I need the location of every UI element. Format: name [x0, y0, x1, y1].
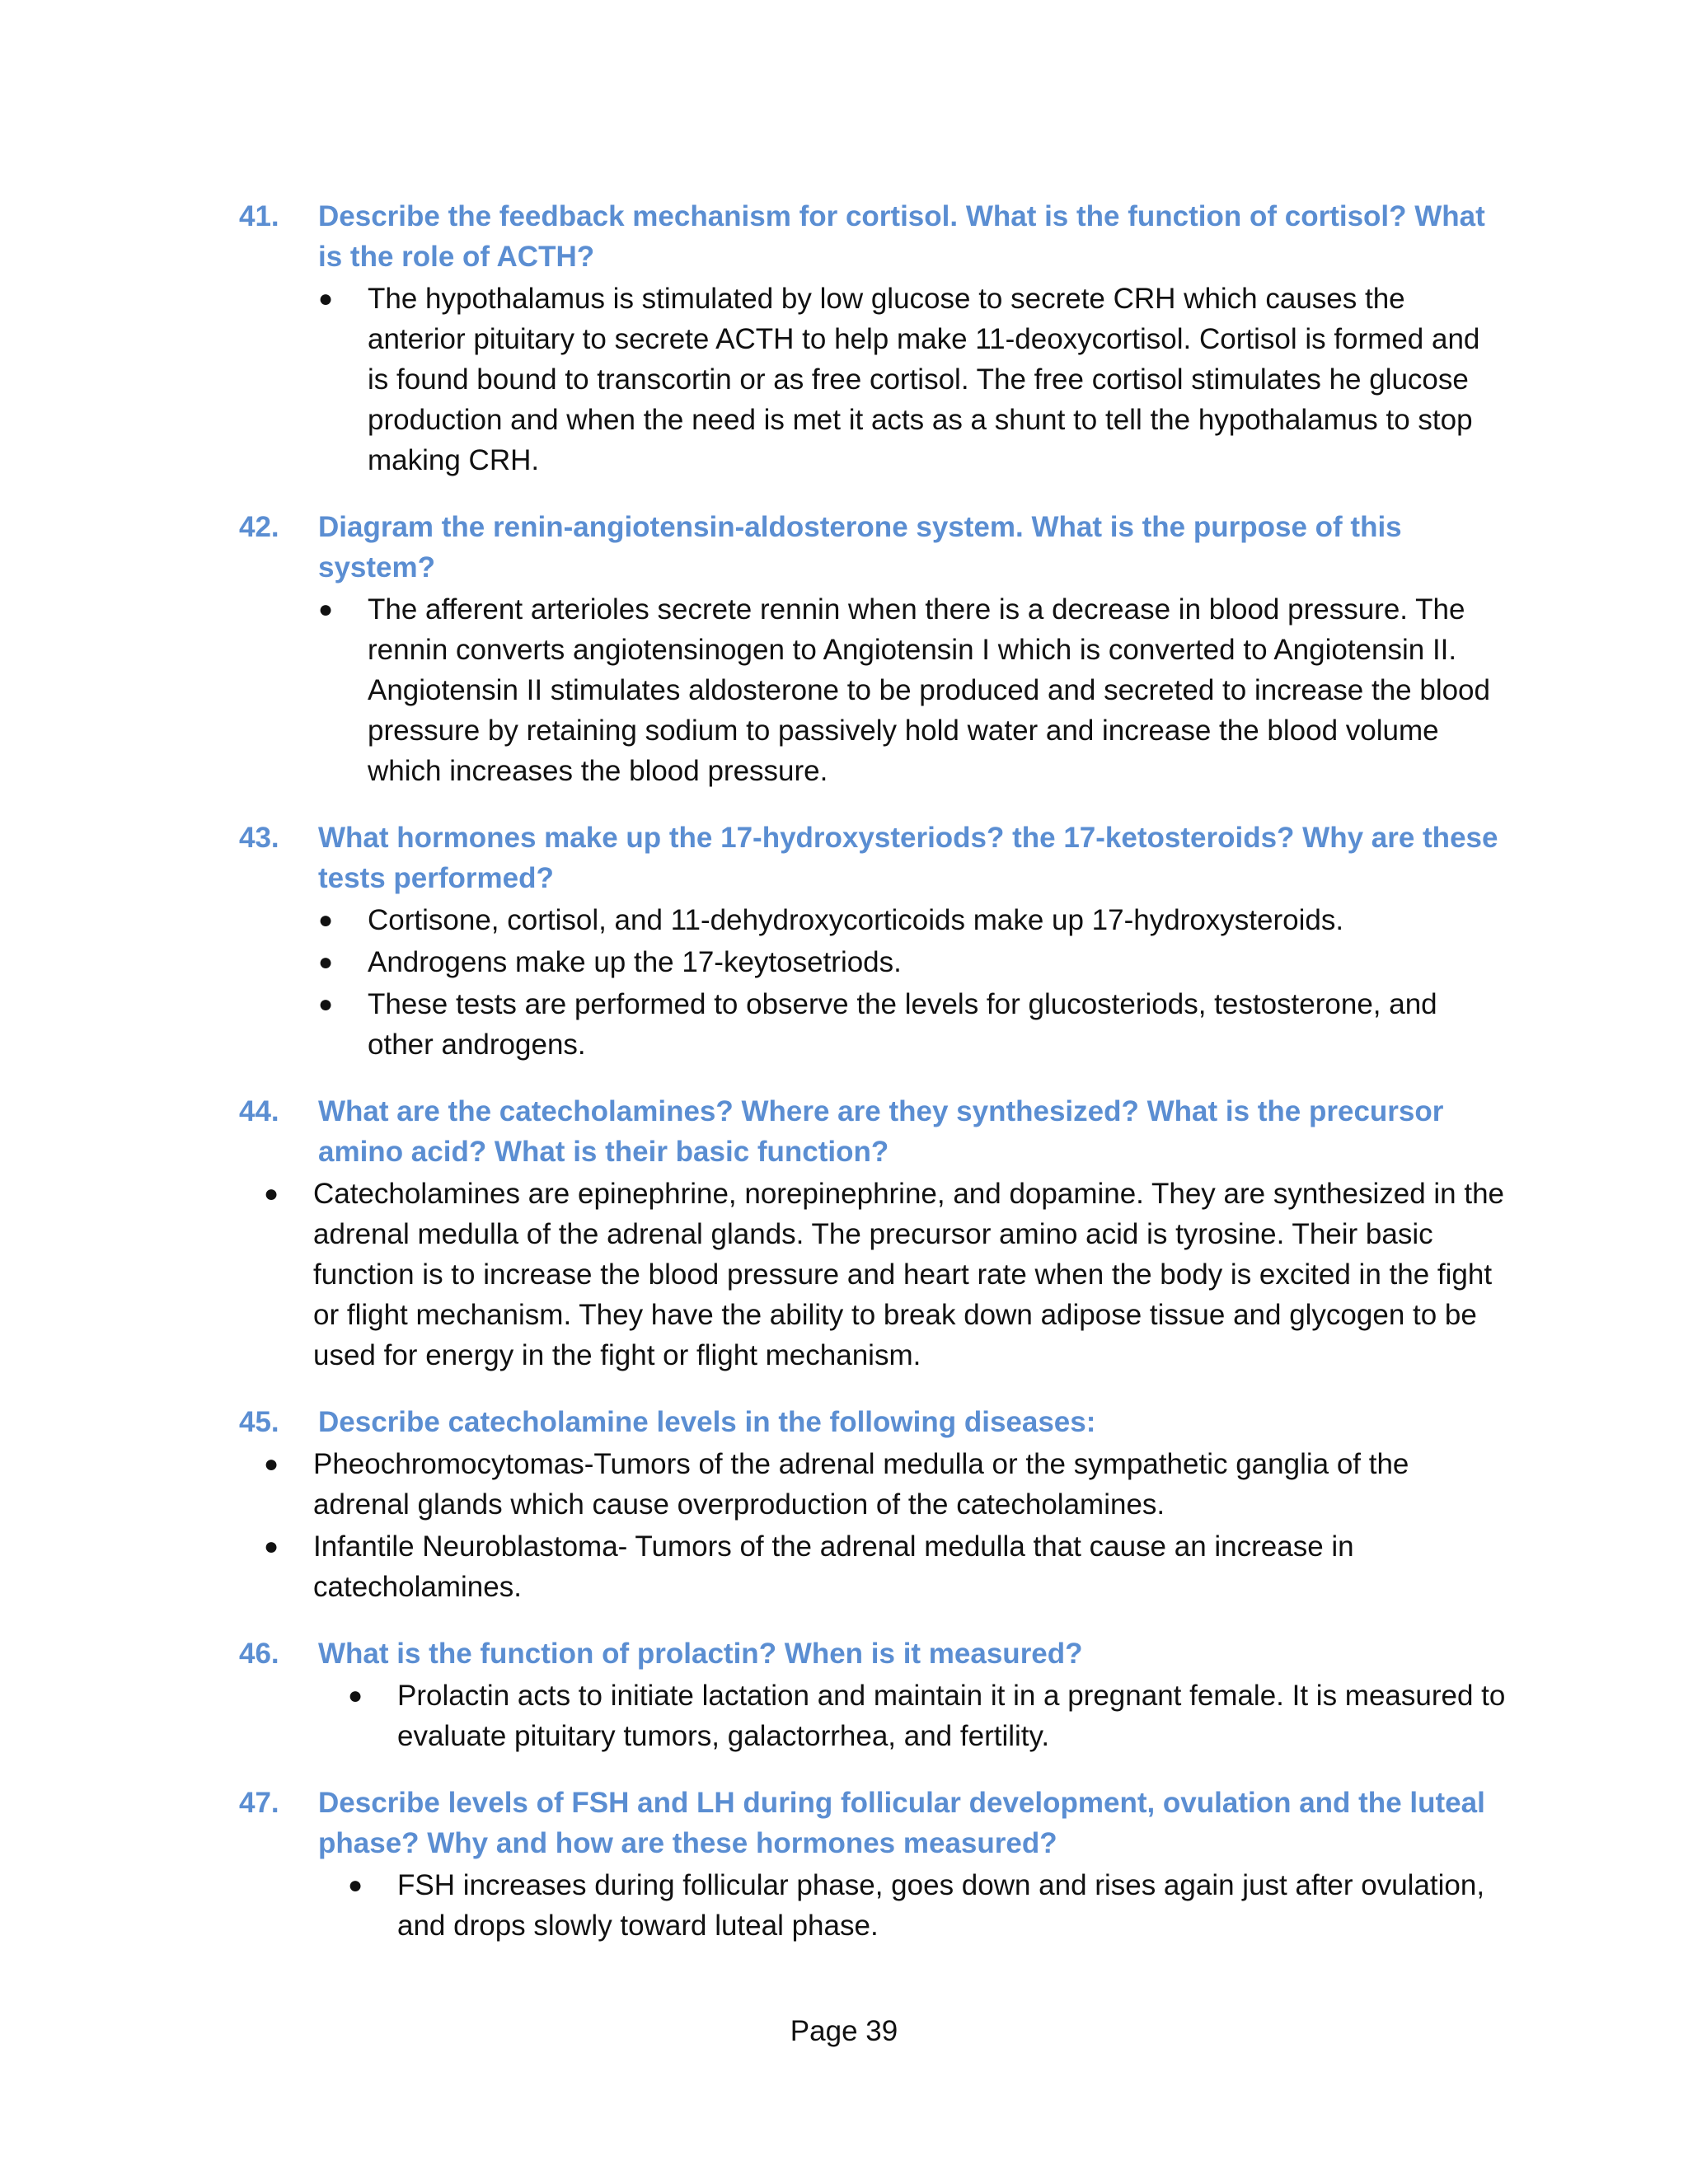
question-43 — [239, 818, 1508, 1065]
question-text: Describe catecholamine levels in the following diseases: — [318, 1406, 1096, 1438]
bullet-icon: ● — [264, 1180, 279, 1207]
answer-item — [239, 900, 1508, 940]
question-heading — [239, 1633, 1508, 1674]
bullet-icon: ● — [318, 285, 334, 312]
bullet-icon: ● — [348, 1682, 363, 1709]
answer-list — [239, 1675, 1508, 1756]
answer-item — [239, 1675, 1508, 1756]
answer-item — [239, 1444, 1508, 1525]
question-heading — [239, 1402, 1508, 1442]
question-41 — [239, 196, 1508, 480]
answer-item — [239, 279, 1508, 480]
bullet-icon: ● — [318, 907, 334, 934]
question-45 — [239, 1402, 1508, 1607]
question-text: What hormones make up the 17-hydroxysteriods? the 17-ketosteroids? Why are these tests performed? — [318, 822, 1498, 894]
answer-text: Androgens make up the 17-keytosetriods. — [368, 946, 902, 978]
answer-item — [239, 589, 1508, 791]
question-46 — [239, 1633, 1508, 1756]
question-number: 47. — [239, 1787, 279, 1819]
bullet-icon: ● — [264, 1533, 279, 1560]
question-heading — [239, 1091, 1508, 1172]
question-number: 45. — [239, 1406, 279, 1438]
answer-text: Pheochromocytomas-Tumors of the adrenal medulla or the sympathetic ganglia of the adrenal glands which cause overproduction of the catecholamines. — [313, 1448, 1409, 1521]
answer-list — [239, 279, 1508, 480]
bullet-icon: ● — [318, 949, 334, 976]
bullet-icon: ● — [318, 596, 334, 623]
question-42 — [239, 507, 1508, 791]
question-text: Describe levels of FSH and LH during follicular development, ovulation and the luteal phase? Why and how are these hormones measured? — [318, 1787, 1485, 1859]
answer-text: Prolactin acts to initiate lactation and maintain it in a pregnant female. It is measured to evaluate pituitary tumors, galactorrhea, and fertility. — [397, 1680, 1506, 1752]
question-heading — [239, 1783, 1508, 1863]
answer-text: These tests are performed to observe the levels for glucosteriods, testosterone, and other androgens. — [368, 988, 1437, 1061]
question-list — [239, 196, 1508, 1972]
answer-list — [239, 900, 1508, 1065]
question-number: 41. — [239, 200, 279, 232]
question-number: 43. — [239, 822, 279, 854]
question-text: Diagram the renin-angiotensin-aldosterone system. What is the purpose of this system? — [318, 511, 1402, 583]
page-number: Page 39 — [790, 2015, 898, 2047]
question-heading — [239, 507, 1508, 588]
answer-list — [239, 1174, 1508, 1376]
bullet-icon: ● — [348, 1872, 363, 1899]
answer-text: The afferent arterioles secrete rennin when there is a decrease in blood pressure. The rennin converts angiotensinogen to Angiotensin I which is converted to Angiotensin II. Angiotensin II stimulates aldosterone to be produced and secreted to increase the blood pressure by retaining sodium to passively hold water and increase the blood volume which increases the blood pressure. — [368, 593, 1490, 787]
answer-item — [239, 984, 1508, 1065]
answer-list — [239, 589, 1508, 791]
answer-item — [239, 1174, 1508, 1376]
answer-text: Cortisone, cortisol, and 11-dehydroxycorticoids make up 17-hydroxysteroids. — [368, 904, 1344, 936]
question-text: Describe the feedback mechanism for cortisol. What is the function of cortisol? What is the role of ACTH? — [318, 200, 1485, 273]
question-heading — [239, 196, 1508, 277]
question-heading — [239, 818, 1508, 898]
answer-item — [239, 1526, 1508, 1607]
answer-text: FSH increases during follicular phase, goes down and rises again just after ovulation, and drops slowly toward luteal phase. — [397, 1869, 1485, 1942]
answer-item — [239, 942, 1508, 982]
question-text: What is the function of prolactin? When is it measured? — [318, 1638, 1083, 1670]
question-text: What are the catecholamines? Where are they synthesized? What is the precursor amino acid? What is their basic function? — [318, 1095, 1444, 1168]
question-47 — [239, 1783, 1508, 1946]
answer-text: Infantile Neuroblastoma- Tumors of the adrenal medulla that cause an increase in catecholamines. — [313, 1530, 1354, 1603]
answer-list — [239, 1865, 1508, 1946]
answer-text: The hypothalamus is stimulated by low glucose to secrete CRH which causes the anterior pituitary to secrete ACTH to help make 11-deoxycortisol. Cortisol is formed and is found bound to transcortin or as free cortisol. The free cortisol stimulates he glucose production and when the need is met it acts as a shunt to tell the hypothalamus to stop making CRH. — [368, 283, 1480, 476]
answer-list — [239, 1444, 1508, 1607]
answer-item — [239, 1865, 1508, 1946]
question-number: 46. — [239, 1638, 279, 1670]
bullet-icon: ● — [318, 991, 334, 1018]
answer-text: Catecholamines are epinephrine, norepinephrine, and dopamine. They are synthesized in the adrenal medulla of the adrenal glands. The precursor amino acid is tyrosine. Their basic function is to increase the blood pressure and heart rate when the body is excited in the fight or flight mechanism. They have the ability to break down adipose tissue and glycogen to be used for energy in the fight or flight mechanism. — [313, 1178, 1505, 1371]
bullet-icon: ● — [264, 1451, 279, 1478]
question-number: 42. — [239, 511, 279, 543]
question-number: 44. — [239, 1095, 279, 1127]
question-44 — [239, 1091, 1508, 1376]
